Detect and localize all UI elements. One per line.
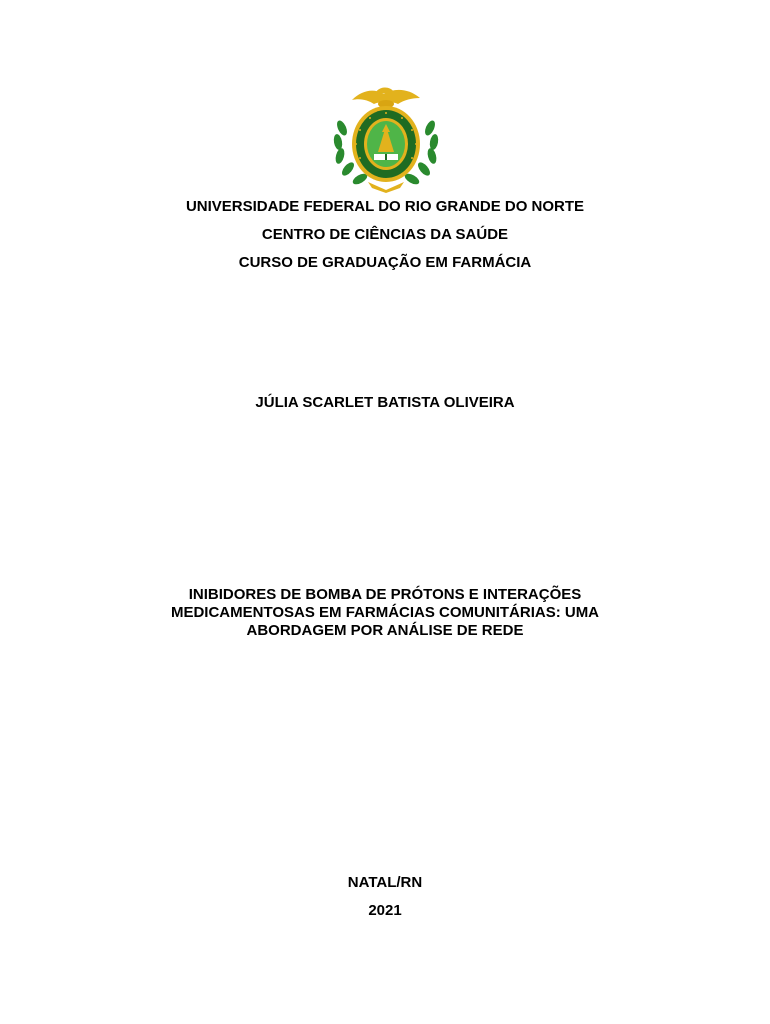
thesis-title-line: INIBIDORES DE BOMBA DE PRÓTONS E INTERAÇÕES bbox=[188, 586, 582, 603]
university-name: UNIVERSIDADE FEDERAL DO RIO GRANDE DO NORTE bbox=[185, 198, 585, 215]
university-coat-of-arms-icon bbox=[328, 82, 444, 194]
thesis-title bbox=[0, 586, 770, 640]
center-name: CENTRO DE CIÊNCIAS DA SAÚDE bbox=[261, 226, 509, 243]
location: NATAL/RN bbox=[347, 874, 423, 891]
thesis-title-line: MEDICAMENTOSAS EM FARMÁCIAS COMUNITÁRIAS: UMA bbox=[170, 604, 600, 621]
author-name: JÚLIA SCARLET BATISTA OLIVEIRA bbox=[255, 394, 515, 411]
year: 2021 bbox=[368, 902, 402, 919]
course-name: CURSO DE GRADUAÇÃO EM FARMÁCIA bbox=[238, 254, 532, 271]
thesis-title-line: ABORDAGEM POR ANÁLISE DE REDE bbox=[246, 622, 524, 639]
